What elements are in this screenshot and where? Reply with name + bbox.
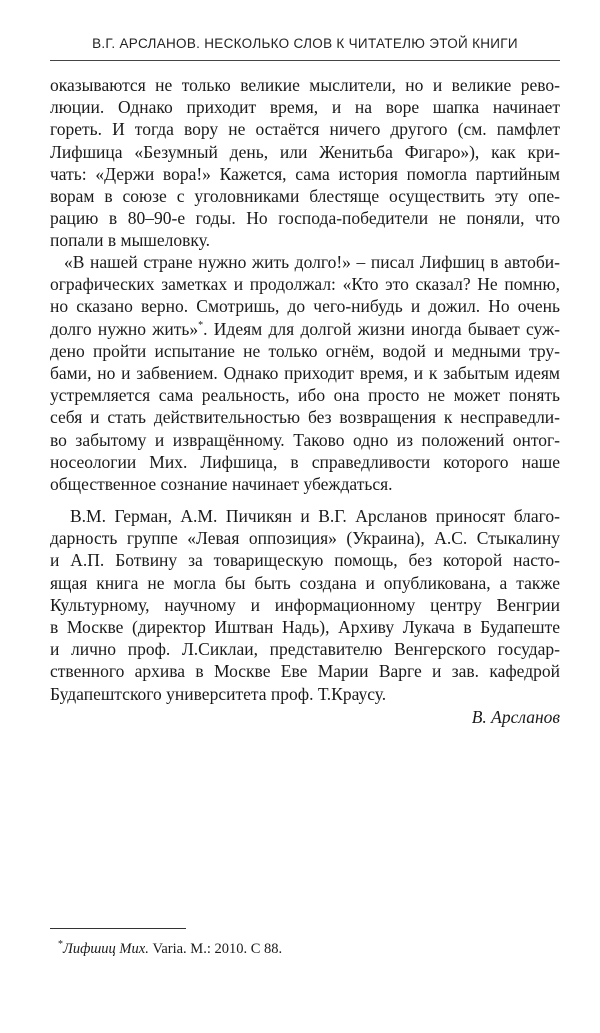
text-line: и лично проф. Л.Сиклаи, представителю Венгерского государ-	[50, 639, 560, 660]
text-line: попали в мышеловку.	[50, 230, 210, 251]
text-line: в Москве (директор Иштван Надь), Архиву Лукача в Будапеште	[50, 616, 560, 637]
text-line: Лифшица «Безумный день, или Женитьба Фигаро»), как кри-	[50, 141, 560, 162]
text-line: рацию в 80–90-е годы. Но господа-победители не поняли, что	[50, 208, 560, 229]
text-line: себя и стать действительностью без возвращения к несправедли-	[50, 407, 560, 428]
text-line: люции. Однако приходит время, и на воре шапка начинает	[50, 97, 560, 118]
text-line: Культурному, научному и информационному центру Венгрии	[50, 594, 560, 615]
text-line: гореть. И тогда вору не остаётся ничего другого (см. памфлет	[50, 119, 560, 140]
text-line: ственного архива в Москве Еве Марии Варге и зав. кафедрой	[50, 661, 560, 682]
paragraph-2	[50, 251, 560, 495]
footnote-reference: *	[198, 319, 204, 331]
footnote-citation: Varia. М.: 2010. С 88.	[148, 941, 283, 957]
text-line-with-footnote	[50, 318, 560, 340]
text-line: Будапештского университета проф. Т.Краусу.	[50, 683, 387, 704]
text-line: дарность группе «Левая оппозиция» (Украина), А.С. Стыкалину	[50, 528, 560, 549]
text-line: дено пройти испытание не только огнём, водой и медными тру-	[50, 340, 560, 361]
footnote-rule	[50, 928, 186, 929]
footnote-mark: *	[58, 939, 63, 951]
text-line: и А.П. Ботвину за товарищескую помощь, без которой насто-	[50, 550, 560, 571]
text-line: бами, но и забвением. Однако приходит время, и к забытым идеям	[50, 362, 560, 383]
text-line: носеологии Мих. Лифшица, в справедливости которого наше	[50, 451, 560, 472]
text-line: В.М. Герман, А.М. Пичикян и В.Г. Арсланов приносят благо-	[70, 506, 560, 526]
text-line: ворам в союзе с уголовниками блестяще осуществить эту опе-	[50, 185, 560, 206]
text-line: но сказано верно. Смотришь, до чего-нибудь и дожил. Но очень	[50, 296, 560, 317]
text-line: чать: «Держи вора!» Кажется, сама история помогла партийным	[50, 163, 560, 184]
text-line: устремляется сама реальность, ибо она просто не может понять	[50, 385, 560, 406]
paragraph-1	[50, 74, 560, 252]
footnote	[58, 940, 282, 958]
text-line: «В нашей стране нужно жить долго!» – писал Лифшиц в автоби-	[64, 252, 560, 272]
text-fragment: долго нужно жить»	[50, 318, 199, 339]
text-line: оказываются не только великие мыслители, но и великие рево-	[50, 75, 560, 95]
author-signature: В. Арсланов	[471, 707, 560, 727]
header-rule	[50, 60, 560, 61]
text-line: ографических заметках и продолжал: «Кто это сказал? Не помню,	[50, 274, 560, 295]
footnote-author: Лифшиц Мих.	[63, 941, 149, 957]
acknowledgement-paragraph	[50, 505, 560, 705]
text-line: ящая книга не могла бы быть создана и опубликована, а также	[50, 572, 560, 593]
text-line: общественное сознание начинает убеждаться.	[50, 473, 393, 494]
text-fragment: . Идеям для долгой жизни иногда бывает суж-	[203, 318, 561, 339]
text-line: во забытому и извращённому. Таково одно из положений онтог-	[50, 429, 560, 450]
running-header: В.Г. АРСЛАНОВ. НЕСКОЛЬКО СЛОВ К ЧИТАТЕЛЮ ЭТОЙ КНИГИ	[92, 36, 518, 51]
